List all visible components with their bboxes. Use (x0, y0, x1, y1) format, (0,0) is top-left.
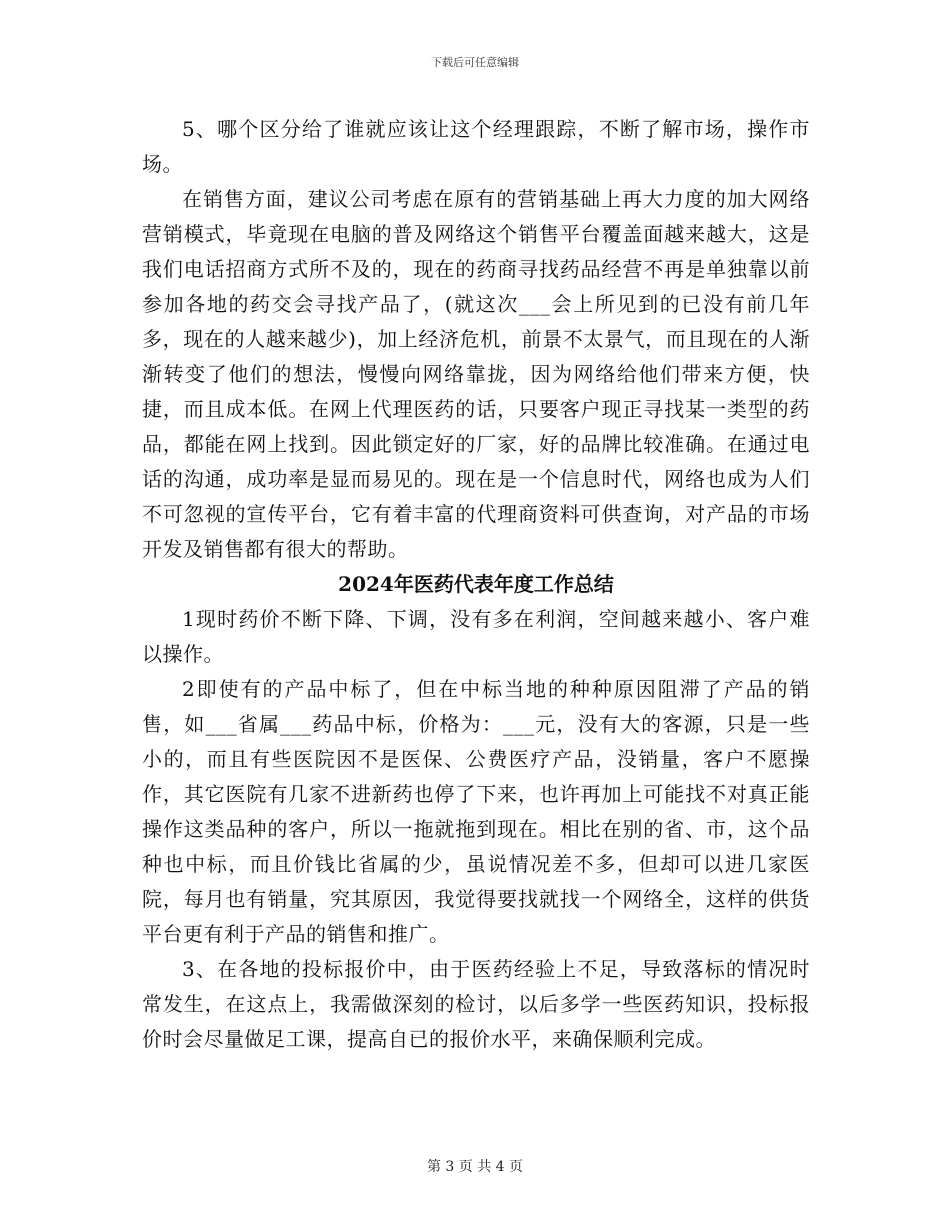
paragraph-sales: 在销售方面，建议公司考虑在原有的营销基础上再大力度的加大网络营销模式，毕竟现在电脑的普及网络这个销售平台覆盖面越来越大，这是我们电话招商方式所不及的，现在的药商寻找药品经营不再是单独靠以前参加各地的药交会寻找产品了，(就这次___会上所见到的已没有前几年多，现在的人越来越少)，加上经济危机，前景不太景气，而且现在的人渐渐转变了他们的想法，慢慢向网络靠拢，因为网络给他们带来方便，快捷，而且成本低。在网上代理医药的话，只要客户现正寻找某一类型的药品，都能在网上找到。因此锁定好的厂家，好的品牌比较准确。在通过电话的沟通，成功率是显而易见的。现在是一个信息时代，网络也成为人们不可忽视的宣传平台，它有着丰富的代理商资料可供查询，对产品的市场开发及销售都有很大的帮助。 (142, 187, 810, 561)
header-note: 下载后可任意编辑 (431, 56, 519, 69)
section-title: 2024年医药代表年度工作总结 (338, 572, 614, 596)
paragraph-point-2: 2即使有的产品中标了，但在中标当地的种种原因阻滞了产品的销售，如___省属___药品中标，价格为：___元，没有大的客源，只是一些小的，而且有些医院因不是医保、公费医疗产品，没销量，客户不愿操作，其它医院有几家不进新药也停了下来，也许再加上可能找不对真正能操作这类品种的客户，所以一拖就拖到现在。相比在别的省、市，这个品种也中标，而且价钱比省属的少，虽说情况差不多，但却可以进几家医院，每月也有销量，究其原因，我觉得要找就找一个网络全，这样的供货平台更有利于产品的销售和推广。 (142, 677, 810, 946)
document-body (142, 112, 810, 1057)
paragraph-point-1: 1现时药价不断下降、下调，没有多在利润，空间越来越小、客户难以操作。 (142, 607, 810, 666)
page-footer: 第 3 页 共 4 页 (426, 1159, 524, 1175)
paragraph-point-3: 3、在各地的投标报价中，由于医药经验上不足，导致落标的情况时常发生，在这点上，我需做深刻的检讨，以后多学一些医药知识，投标报价时会尽量做足工课，提高自已的报价水平，来确保顺利完成。 (142, 957, 810, 1051)
paragraph-item-5: 5、哪个区分给了谁就应该让这个经理跟踪，不断了解市场，操作市场。 (142, 117, 810, 176)
